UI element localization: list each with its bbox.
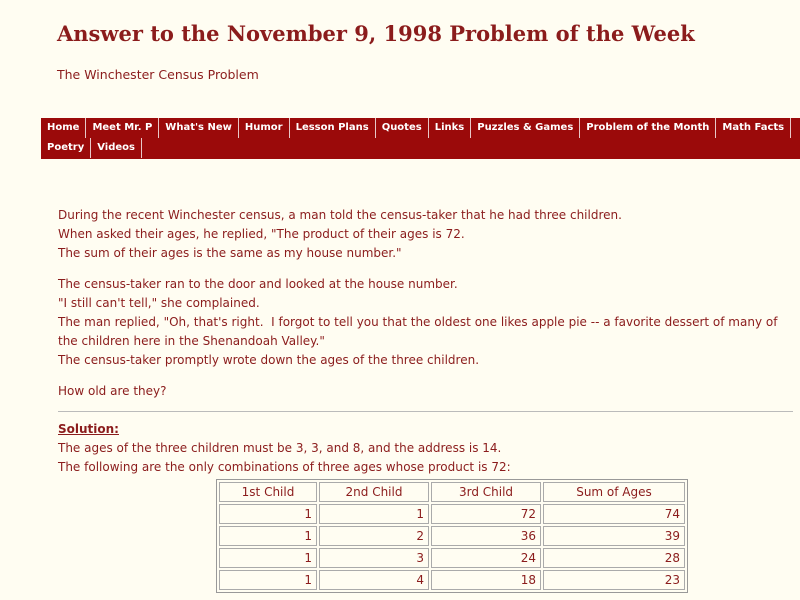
table-cell: 1 (219, 548, 317, 568)
nav-puzzles-games[interactable]: Puzzles & Games (471, 118, 580, 138)
table-row (219, 504, 685, 524)
text-line: The man replied, "Oh, that's right. I forgot to tell you that the oldest one likes apple pie -- a favorite dessert of many of (58, 315, 778, 329)
header-sum-of-ages: Sum of Ages (543, 482, 685, 502)
combinations-table (216, 479, 688, 593)
table-row (219, 570, 685, 590)
nav-poetry[interactable]: Poetry (41, 138, 91, 158)
table-cell: 1 (219, 570, 317, 590)
table-cell: 36 (431, 526, 541, 546)
nav-math-facts[interactable]: Math Facts (716, 118, 791, 138)
nav-humor[interactable]: Humor (239, 118, 290, 138)
text-line: The census-taker promptly wrote down the ages of the three children. (58, 353, 480, 367)
header-1st-child: 1st Child (219, 482, 317, 502)
nav-home[interactable]: Home (41, 118, 86, 138)
table-cell: 3 (319, 548, 429, 568)
nav-links[interactable]: Links (429, 118, 472, 138)
problem-text (58, 206, 793, 401)
problem-paragraph-2 (58, 275, 793, 370)
table-cell: 28 (543, 548, 685, 568)
table-cell: 1 (319, 504, 429, 524)
nav-problem-of-month[interactable]: Problem of the Month (580, 118, 716, 138)
nav-whats-new[interactable]: What's New (159, 118, 239, 138)
table-cell: 4 (319, 570, 429, 590)
text-line: When asked their ages, he replied, "The product of their ages is 72. (58, 227, 465, 241)
table-cell: 39 (543, 526, 685, 546)
solution-label: Solution: (58, 422, 119, 436)
table-header-row (219, 482, 685, 502)
text-line: The sum of their ages is the same as my house number." (58, 246, 402, 260)
header-3rd-child: 3rd Child (431, 482, 541, 502)
solution-line: The following are the only combinations of three ages whose product is 72: (58, 460, 511, 474)
nav-quotes[interactable]: Quotes (376, 118, 429, 138)
table-cell: 1 (219, 504, 317, 524)
problem-paragraph-1 (58, 206, 793, 263)
table-row (219, 548, 685, 568)
header-2nd-child: 2nd Child (319, 482, 429, 502)
solution-line: The ages of the three children must be 3, 3, and 8, and the address is 14. (58, 441, 502, 455)
text-line: The census-taker ran to the door and looked at the house number. (58, 277, 458, 291)
table-cell: 24 (431, 548, 541, 568)
table-cell: 23 (543, 570, 685, 590)
nav-bar (41, 118, 800, 159)
main-content (58, 206, 793, 593)
table-cell: 72 (431, 504, 541, 524)
table-cell: 74 (543, 504, 685, 524)
page-title: Answer to the November 9, 1998 Problem of the Week (57, 21, 695, 46)
page-subtitle: The Winchester Census Problem (57, 67, 259, 82)
table-cell: 2 (319, 526, 429, 546)
nav-row-2 (41, 138, 800, 158)
nav-meet-mr-p[interactable]: Meet Mr. P (86, 118, 159, 138)
solution-section (58, 420, 793, 477)
problem-question: How old are they? (58, 384, 167, 398)
text-line: During the recent Winchester census, a man told the census-taker that he had three children. (58, 208, 622, 222)
nav-videos[interactable]: Videos (91, 138, 142, 158)
text-line: the children here in the Shenandoah Valley." (58, 334, 325, 348)
nav-row-1 (41, 118, 800, 138)
table-cell: 18 (431, 570, 541, 590)
text-line: "I still can't tell," she complained. (58, 296, 260, 310)
table-row (219, 526, 685, 546)
divider (58, 411, 793, 412)
nav-lesson-plans[interactable]: Lesson Plans (290, 118, 376, 138)
table-cell: 1 (219, 526, 317, 546)
